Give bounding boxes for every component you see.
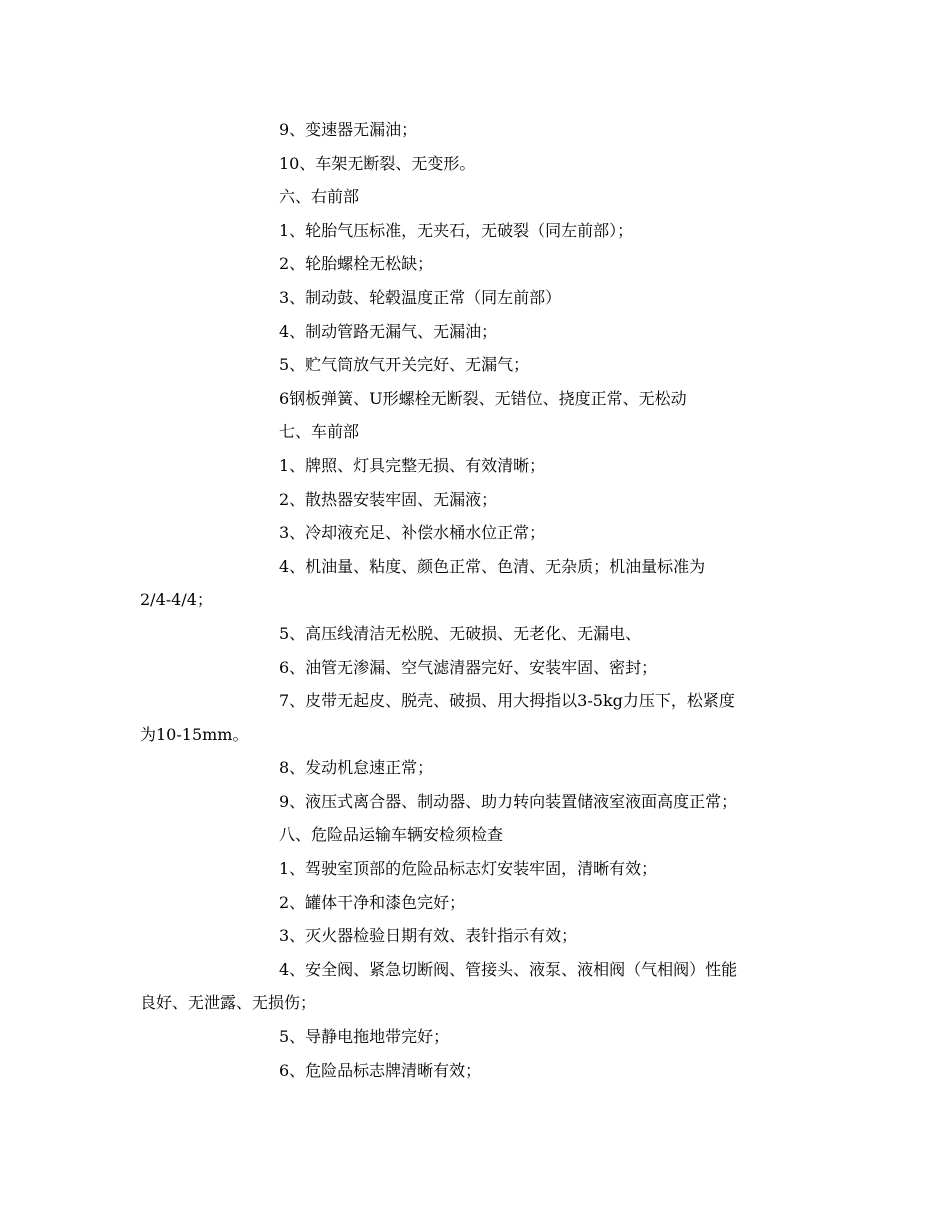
text-line: 2、轮胎螺栓无松缺； bbox=[279, 254, 434, 274]
text-line: 6、油管无渗漏、空气滤清器完好、安装牢固、密封； bbox=[279, 657, 658, 677]
text-line: 6钢板弹簧、U形螺栓无断裂、无错位、挠度正常、无松动 bbox=[279, 388, 687, 408]
text-line: 2、罐体干净和漆色完好； bbox=[279, 892, 466, 912]
text-line: 七、车前部 bbox=[279, 422, 360, 442]
text-line: 六、右前部 bbox=[279, 187, 360, 207]
text-line: 7、皮带无起皮、脱壳、破损、用大拇指以3-5kg力压下，松紧度 bbox=[279, 691, 735, 711]
text-line: 2/4-4/4； bbox=[140, 590, 213, 610]
text-line: 1、轮胎气压标准，无夹石，无破裂（同左前部）； bbox=[279, 220, 634, 240]
text-line: 良好、无泄露、无损伤； bbox=[140, 993, 317, 1013]
text-line: 6、危险品标志牌清晰有效； bbox=[279, 1060, 482, 1080]
text-line: 4、安全阀、紧急切断阀、管接头、液泵、液相阀（气相阀）性能 bbox=[279, 959, 738, 979]
text-line: 3、制动鼓、轮毂温度正常（同左前部） bbox=[279, 287, 562, 307]
text-line: 8、发动机怠速正常； bbox=[279, 758, 434, 778]
text-line: 1、牌照、灯具完整无损、有效清晰； bbox=[279, 455, 546, 475]
text-line: 9、变速器无漏油； bbox=[279, 120, 418, 139]
text-line: 为10-15mm。 bbox=[140, 724, 249, 744]
text-line: 八、危险品运输车辆安检须检查 bbox=[279, 825, 504, 845]
text-line: 1、驾驶室顶部的危险品标志灯安装牢固，清晰有效； bbox=[279, 859, 658, 879]
text-line: 4、机油量、粘度、颜色正常、色清、无杂质；机油量标准为 bbox=[279, 556, 706, 576]
text-line: 3、冷却液充足、补偿水桶水位正常； bbox=[279, 523, 546, 543]
text-line: 3、灭火器检验日期有效、表针指示有效； bbox=[279, 926, 578, 946]
text-line: 2、散热器安装牢固、无漏液； bbox=[279, 489, 498, 509]
text-line: 5、导静电拖地带完好； bbox=[279, 1027, 450, 1047]
text-line: 5、高压线清洁无松脱、无破损、无老化、无漏电、 bbox=[279, 623, 642, 643]
document-body bbox=[140, 113, 810, 1087]
text-line: 5、贮气筒放气开关完好、无漏气； bbox=[279, 355, 530, 375]
text-line: 9、液压式离合器、制动器、助力转向装置储液室液面高度正常； bbox=[279, 791, 738, 811]
text-line: 10、车架无断裂、无变形。 bbox=[279, 153, 476, 173]
text-line: 4、制动管路无漏气、无漏油； bbox=[279, 321, 498, 341]
